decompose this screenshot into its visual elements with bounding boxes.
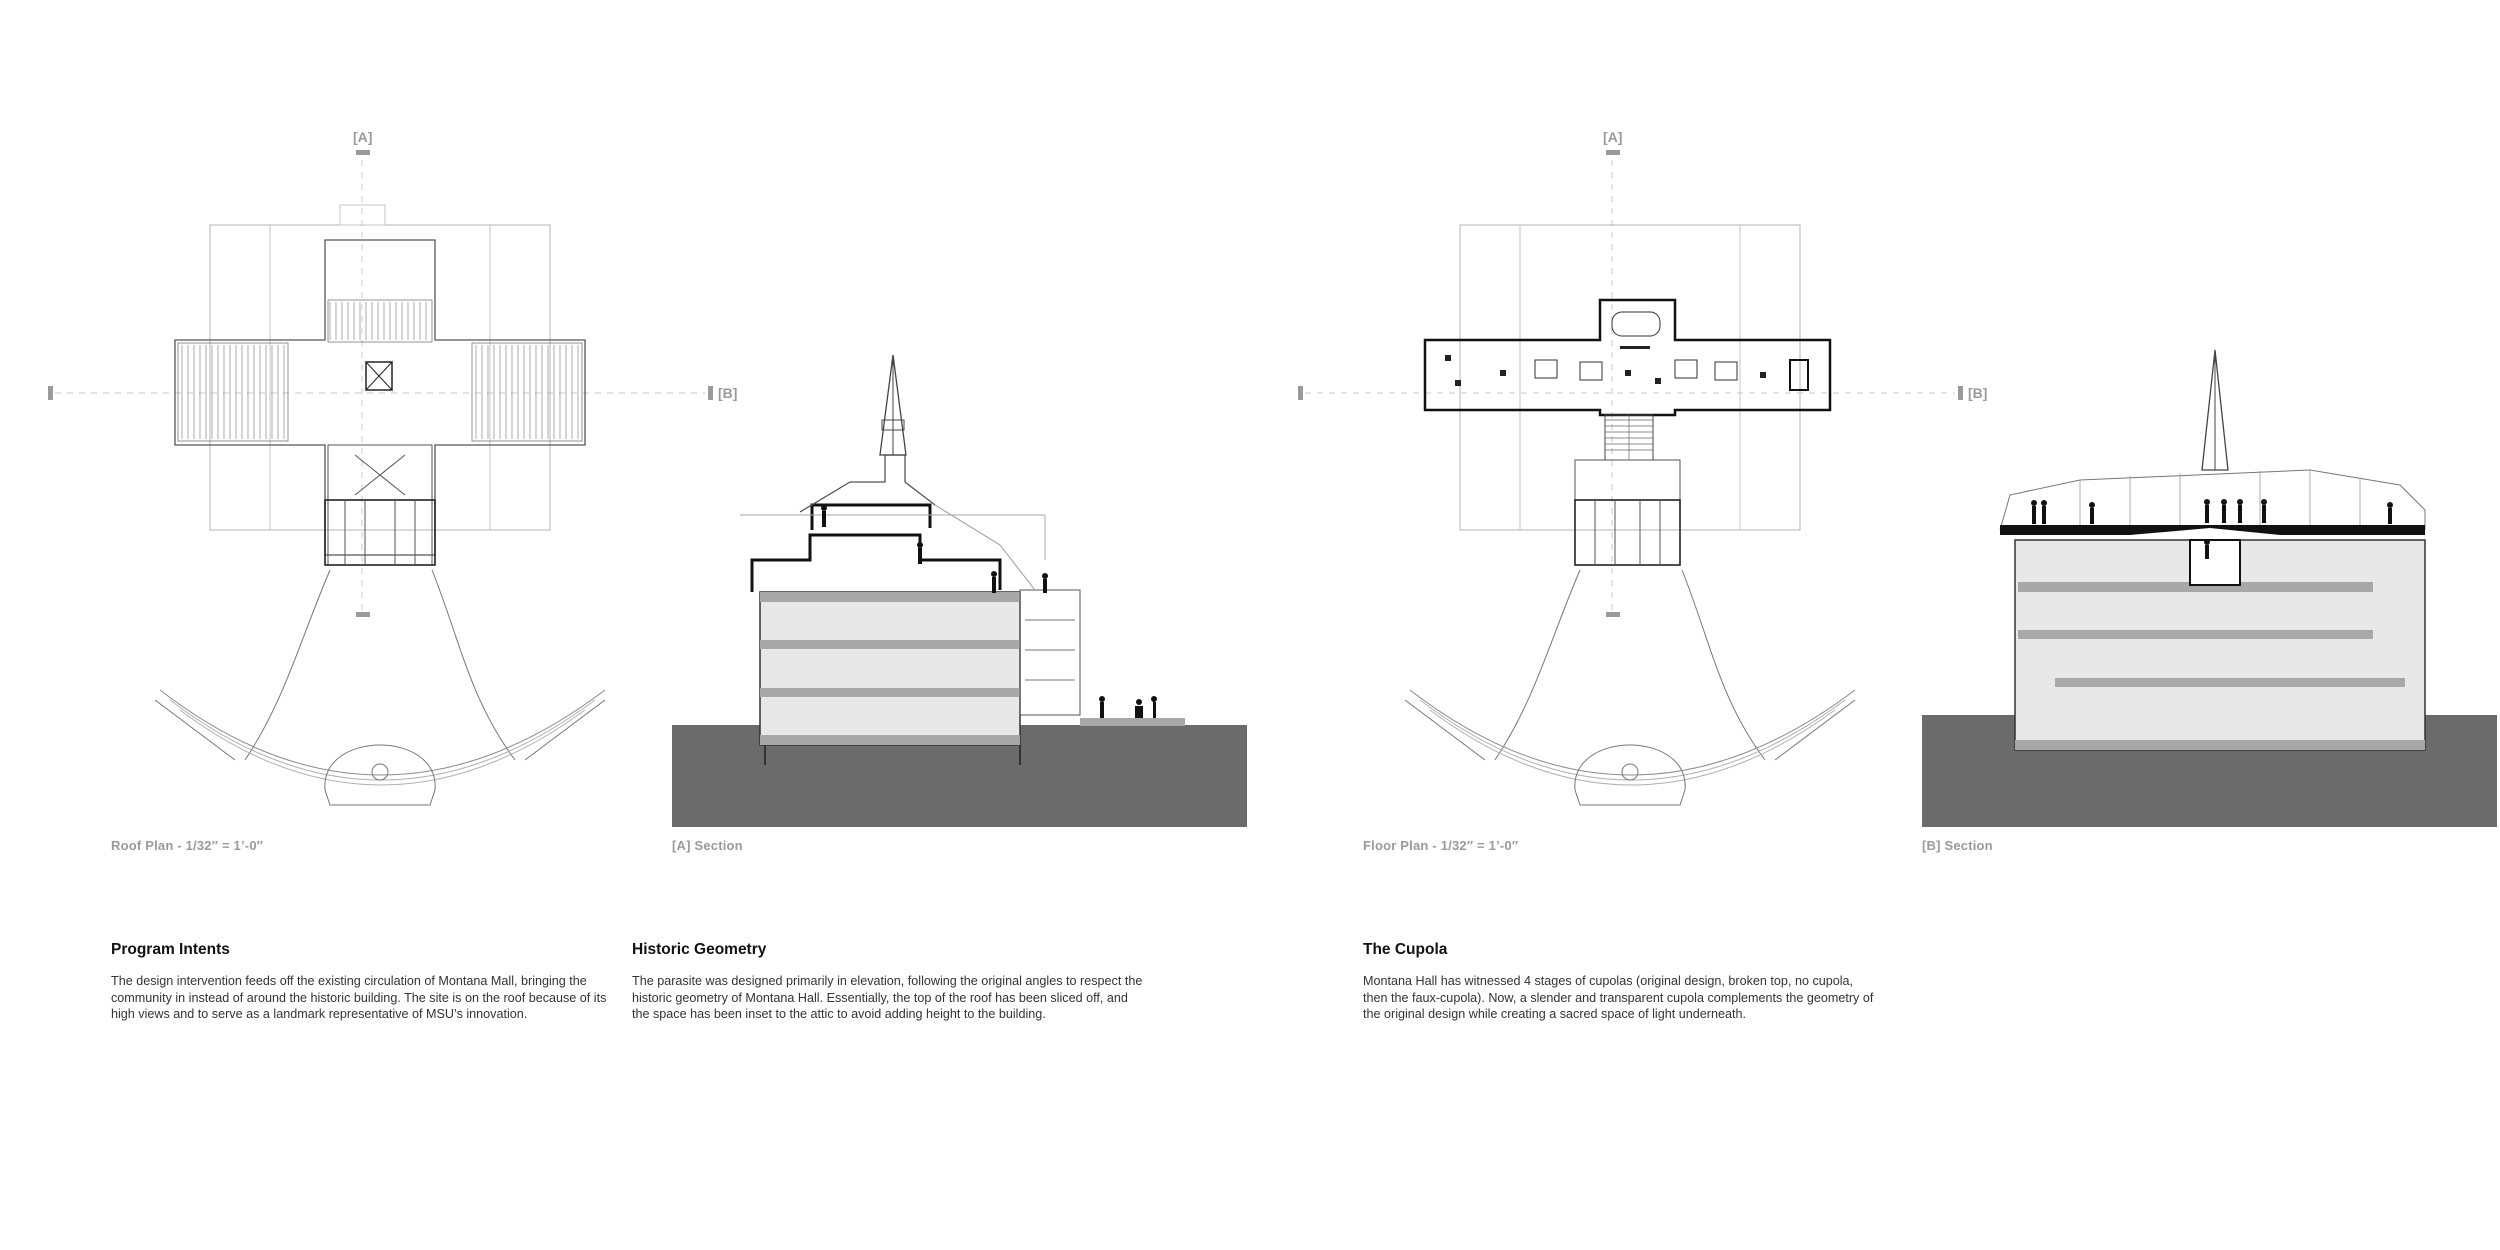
roof-plan-caption: Roof Plan - 1/32″ = 1’-0″ <box>111 838 264 853</box>
historic-geometry-body: The parasite was designed primarily in elevation, following the original angles to respect the historic geometry of Montana Hall. Essentially, the top of the roof has been sliced off, and the space has been inset to the attic to avoid adding height to the building. <box>632 974 1143 1021</box>
b-section-caption: [B] Section <box>1922 838 1993 853</box>
b-section-drawing <box>1922 350 2497 827</box>
a-section-drawing <box>672 355 1247 827</box>
axis-a-marker-top: [A] <box>353 129 373 145</box>
floor-plan-caption: Floor Plan - 1/32″ = 1’-0″ <box>1363 838 1519 853</box>
floor-plan-drawing <box>1298 129 1987 805</box>
the-cupola-heading: The Cupola <box>1363 941 1448 958</box>
historic-geometry-heading: Historic Geometry <box>632 941 767 958</box>
axis-b-marker-floor: [B] <box>1968 385 1988 401</box>
the-cupola-body: Montana Hall has witnessed 4 stages of cupolas (original design, broken top, no cupola, then the faux-cupola). Now, a slender and transparent cupola complements the geometry of the original design while creating a sacred space of light underneath. <box>1363 974 1874 1021</box>
axis-a-marker-floor: [A] <box>1603 129 1623 145</box>
a-section-caption: [A] Section <box>672 838 743 853</box>
program-intents-heading: Program Intents <box>111 941 230 958</box>
axis-b-marker: [B] <box>718 385 738 401</box>
program-intents-body: The design intervention feeds off the existing circulation of Montana Mall, bringing the community in instead of around the historic building. The site is on the roof because of its high views and to serve as a landmark representative of MSU’s innovation. <box>111 974 607 1021</box>
roof-plan-drawing <box>48 129 737 805</box>
